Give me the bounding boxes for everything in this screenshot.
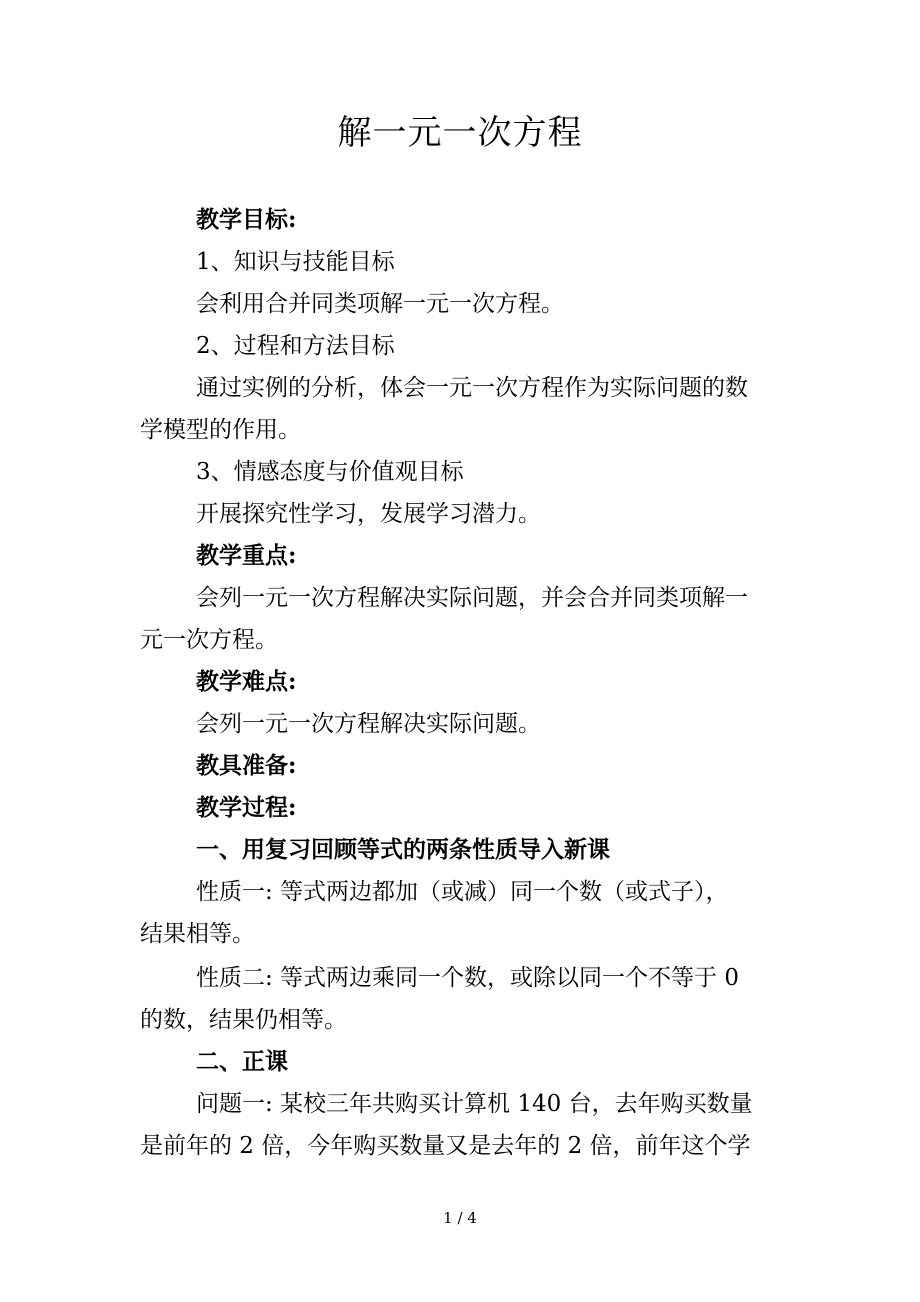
- paragraph-line: 元一次方程。: [140, 627, 278, 653]
- page-indicator: 1 / 4: [443, 1209, 477, 1227]
- section-heading-process: 教学过程:: [196, 794, 297, 821]
- section-heading-difficulties: 教学难点:: [196, 668, 297, 695]
- paragraph-line: 会列一元一次方程解决实际问题，并会合并同类项解一: [196, 585, 748, 611]
- objective-1-heading: 1、知识与技能目标: [196, 249, 395, 275]
- section-heading-materials: 教具准备:: [196, 752, 297, 779]
- paragraph-line: 的数，结果仍相等。: [140, 1007, 347, 1033]
- paragraph-line: 性质二: 等式两边乘同一个数，或除以同一个不等于 0: [196, 965, 740, 991]
- paragraph-line: 学模型的作用。: [140, 417, 301, 443]
- paragraph-line: 结果相等。: [140, 921, 255, 947]
- objective-2-heading: 2、过程和方法目标: [196, 333, 395, 359]
- section-heading-key-points: 教学重点:: [196, 542, 297, 569]
- paragraph-line: 开展探究性学习，发展学习潜力。: [196, 501, 541, 527]
- paragraph-line: 会列一元一次方程解决实际问题。: [196, 711, 541, 737]
- document-title: 解一元一次方程: [337, 113, 583, 153]
- subsection-heading-review: 一、用复习回顾等式的两条性质导入新课: [196, 836, 610, 863]
- objective-3-heading: 3、情感态度与价值观目标: [196, 459, 464, 485]
- paragraph-line: 问题一: 某校三年共购买计算机 140 台，去年购买数量: [196, 1091, 753, 1117]
- paragraph-line: 通过实例的分析，体会一元一次方程作为实际问题的数: [196, 375, 748, 401]
- section-heading-objectives: 教学目标:: [196, 206, 297, 233]
- subsection-heading-main: 二、正课: [196, 1048, 288, 1075]
- paragraph-line: 性质一: 等式两边都加（或减）同一个数（或式子），: [196, 879, 729, 905]
- paragraph-line: 是前年的 2 倍，今年购买数量又是去年的 2 倍，前年这个学: [140, 1133, 751, 1159]
- paragraph-line: 会利用合并同类项解一元一次方程。: [196, 291, 564, 317]
